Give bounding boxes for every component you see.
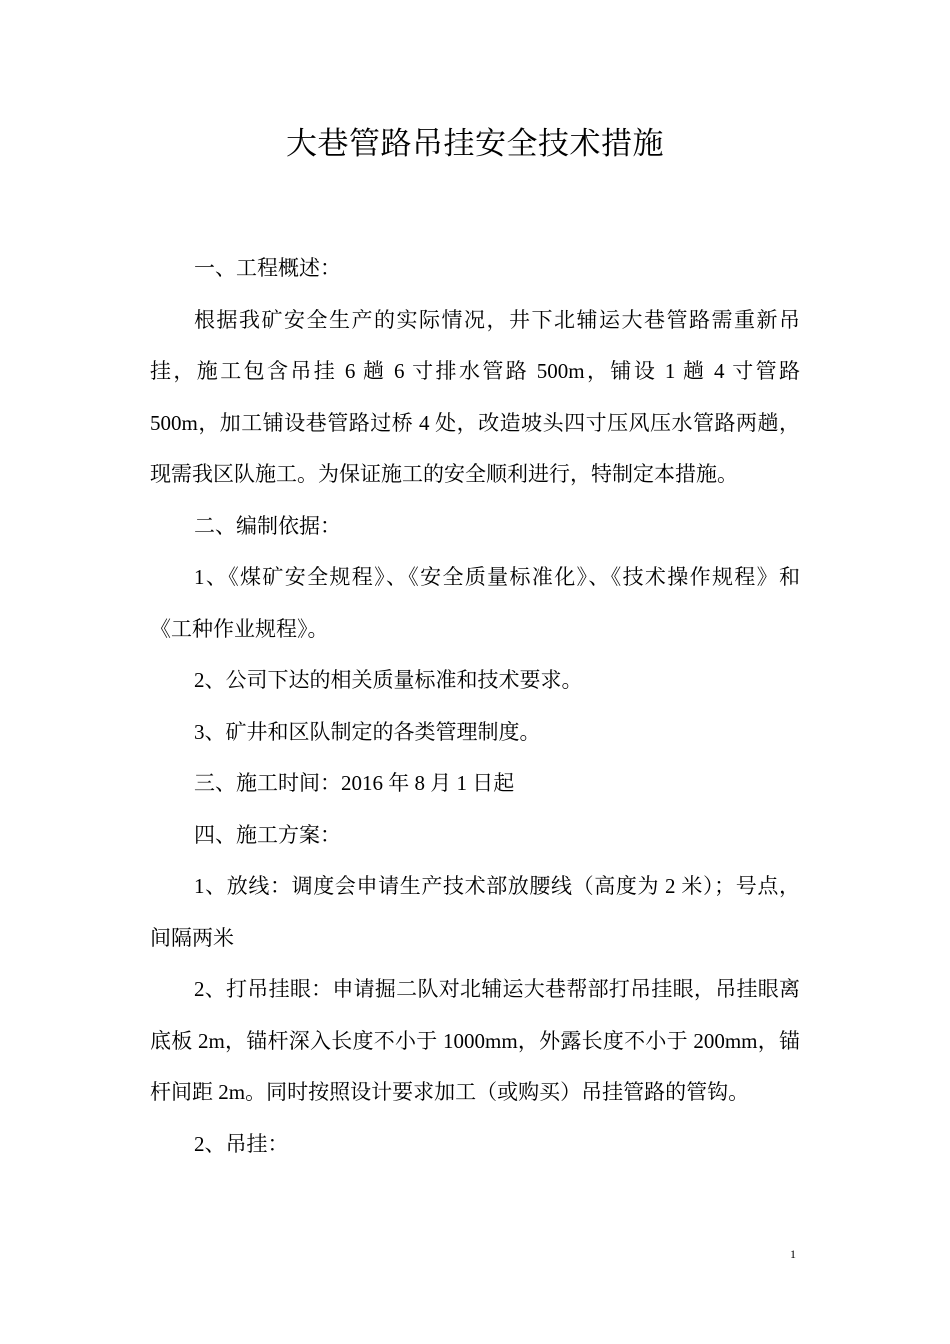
plan-item-2: 2、打吊挂眼：申请掘二队对北辅运大巷帮部打吊挂眼，吊挂眼离底板 2m，锚杆深入长度不小于 1000mm，外露长度不小于 200mm，锚杆间距 2m。同时按照设计要求加工（或购买）吊挂管路的管钩。 bbox=[150, 977, 800, 1104]
plan-item-1: 1、放线：调度会申请生产技术部放腰线（高度为 2 米）；号点，间隔两米 bbox=[150, 874, 800, 950]
section-heading-basis: 二、编制依据： bbox=[194, 513, 341, 538]
plan-item-3: 2、吊挂： bbox=[194, 1131, 289, 1156]
basis-item-1: 1、《煤矿安全规程》、《安全质量标准化》、《技术操作规程》和《工种作业规程》。 bbox=[150, 565, 800, 641]
basis-item-2: 2、公司下达的相关质量标准和技术要求。 bbox=[194, 668, 583, 692]
section-heading-plan: 四、施工方案： bbox=[194, 822, 341, 847]
section-heading-schedule: 三、施工时间：2016 年 8 月 1 日起 bbox=[194, 771, 515, 795]
basis-item-3: 3、矿井和区队制定的各类管理制度。 bbox=[194, 719, 541, 744]
document-title: 大巷管路吊挂安全技术措施 bbox=[286, 126, 664, 162]
section-heading-overview: 一、工程概述： bbox=[194, 256, 341, 280]
document-body bbox=[150, 243, 800, 1170]
paragraph-overview: 根据我矿安全生产的实际情况，井下北辅运大巷管路需重新吊挂，施工包含吊挂 6 趟 6 寸排水管路 500m，铺设 1 趟 4 寸管路 500m，加工铺设巷管路过桥 4 处，改造坡头四寸压风压水管路两趟，现需我区队施工。为保证施工的安全顺利进行，特制定本措施。 bbox=[150, 307, 800, 486]
page-number: 1 bbox=[790, 1247, 796, 1261]
